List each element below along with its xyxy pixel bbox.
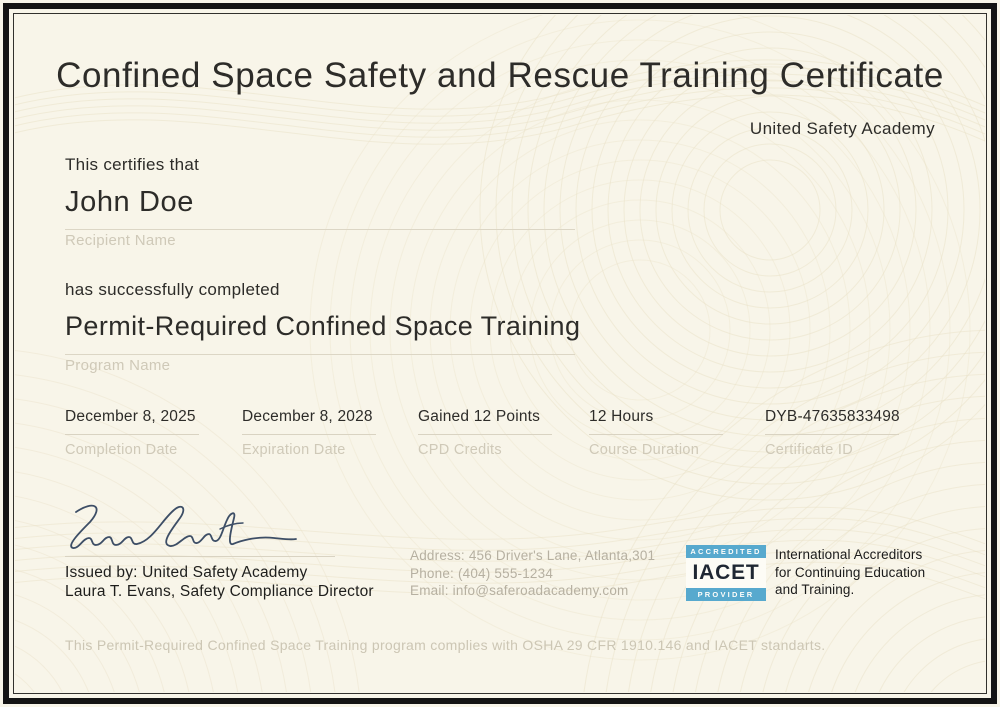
detail-underline (418, 434, 552, 435)
signature-underline (65, 556, 335, 557)
certifies-text: This certifies that (65, 155, 200, 174)
detail-value: DYB-47635833498 (765, 408, 900, 425)
program-name: Permit-Required Confined Space Training (65, 311, 581, 341)
detail-value: Gained 12 Points (418, 408, 541, 425)
detail-certificate-id (765, 408, 935, 458)
detail-course-duration (589, 408, 759, 458)
badge-provider-bar: PROVIDER (686, 588, 766, 601)
accreditation-line-3: and Training. (775, 582, 855, 597)
certificate-title: Confined Space Safety and Rescue Training Certificate (56, 56, 944, 95)
detail-label: CPD Credits (418, 442, 502, 458)
program-label: Program Name (65, 357, 171, 374)
badge-iacet-logo: IACET (686, 558, 766, 588)
accreditation-line-1: International Accreditors (775, 547, 923, 562)
recipient-name: John Doe (65, 186, 194, 218)
detail-label: Certificate ID (765, 442, 853, 458)
program-underline (65, 354, 575, 355)
detail-value: December 8, 2025 (65, 408, 196, 425)
compliance-footer-text: This Permit-Required Confined Space Training program complies with OSHA 29 CFR 1910.146 and IACET standarts. (65, 637, 826, 653)
recipient-label: Recipient Name (65, 232, 176, 249)
accreditation-line-2: for Continuing Education (775, 564, 926, 580)
iacet-accreditation-badge (686, 545, 766, 601)
detail-value: December 8, 2028 (242, 408, 373, 425)
issued-by-text: Issued by: United Safety Academy (65, 564, 308, 581)
recipient-underline (65, 229, 575, 230)
detail-underline (765, 434, 899, 435)
contact-email: Email: info@saferoadacademy.com (410, 583, 629, 598)
organization-name: United Safety Academy (749, 119, 935, 138)
contact-block (410, 547, 655, 600)
detail-label: Course Duration (589, 442, 700, 458)
detail-value: 12 Hours (589, 408, 654, 425)
completed-text: has successfully completed (65, 280, 280, 299)
detail-underline (242, 434, 376, 435)
badge-accredited-bar: ACCREDITED (686, 545, 766, 558)
detail-underline (65, 434, 199, 435)
contact-address: Address: 456 Driver's Lane, Atlanta,301 (410, 548, 656, 563)
contact-phone: Phone: (404) 555-1234 (410, 565, 554, 581)
detail-label: Completion Date (65, 442, 178, 458)
detail-underline (589, 434, 723, 435)
signature-image (60, 502, 300, 560)
detail-label: Expiration Date (242, 442, 346, 458)
accreditation-description (775, 546, 925, 599)
detail-expiration-date (242, 408, 412, 458)
detail-cpd-credits (418, 408, 588, 458)
detail-completion-date (65, 408, 235, 458)
signatory-text: Laura T. Evans, Safety Compliance Director (65, 583, 374, 600)
